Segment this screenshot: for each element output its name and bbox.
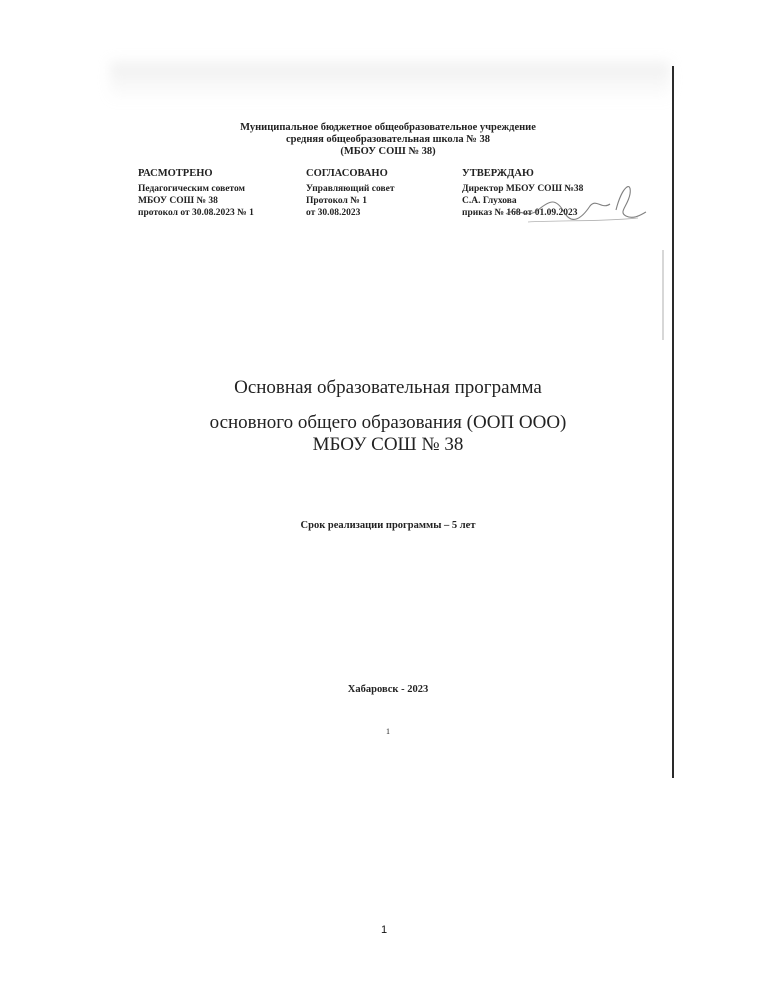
org-name-line-3: (МБОУ СОШ № 38): [340, 146, 436, 157]
program-title-line-2: основного общего образования (ООП ООО): [209, 412, 567, 433]
approval-agreed-line-2: Протокол № 1: [306, 196, 367, 206]
signature-stroke-tail: [528, 218, 638, 222]
city-year: Хабаровск - 2023: [347, 684, 429, 695]
org-name-line-1: Муниципальное бюджетное общеобразовательное учреждение: [240, 122, 536, 133]
approval-approved-line-2: С.А. Глухова: [462, 196, 517, 206]
approval-reviewed: [138, 168, 254, 219]
signature-stroke-loop: [616, 187, 646, 218]
director-signature: [498, 176, 648, 226]
approval-reviewed-line-3: протокол от 30.08.2023 № 1: [138, 208, 254, 218]
approval-reviewed-heading: РАСМОТРЕНО: [138, 168, 213, 179]
approval-approved-line-3: приказ № 168 от 01.09.2023: [462, 208, 578, 218]
approval-agreed-line-1: Управляющий совет: [306, 184, 395, 194]
approval-agreed-heading: СОГЛАСОВАНО: [306, 168, 388, 179]
document-page-number: 1: [380, 924, 388, 936]
organization-header: [100, 122, 676, 158]
approval-agreed: [306, 168, 395, 219]
implementation-term: Срок реализации программы – 5 лет: [300, 520, 476, 531]
scan-smudge: [110, 62, 670, 102]
signature-stroke-main: [506, 202, 610, 219]
approval-approved-line-1: Директор МБОУ СОШ №38: [462, 184, 584, 194]
approval-approved-heading: УТВЕРЖДАЮ: [462, 168, 534, 179]
approval-agreed-line-3: от 30.08.2023: [306, 208, 361, 218]
approval-reviewed-line-2: МБОУ СОШ № 38: [138, 196, 218, 206]
scan-faint-mark: [662, 250, 664, 340]
scanned-page-number: 1: [386, 727, 390, 736]
org-name-line-2: средняя общеобразовательная школа № 38: [286, 134, 490, 145]
program-title-line-3: МБОУ СОШ № 38: [312, 434, 464, 455]
program-title-line-1: Основная образовательная программа: [234, 377, 542, 398]
approval-reviewed-line-1: Педагогическим советом: [138, 184, 246, 194]
